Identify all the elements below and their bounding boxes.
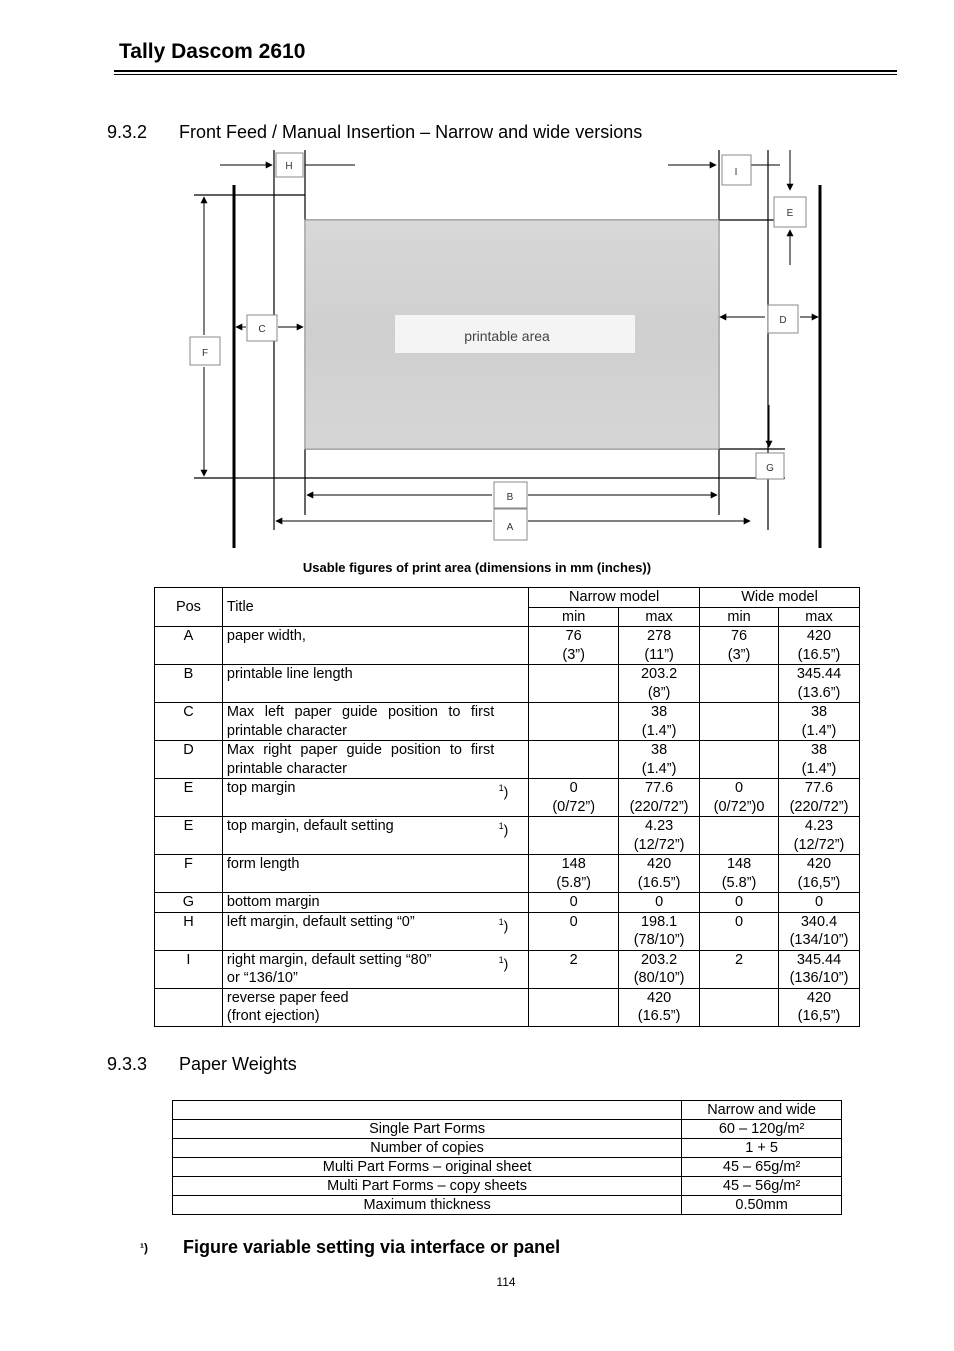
cell-wide-min — [700, 988, 779, 1026]
cell-narrow-max: 203.2 (80/10”) — [619, 950, 700, 988]
footnote-text: Figure variable setting via interface or panel — [183, 1237, 561, 1257]
label-i: I — [734, 167, 738, 178]
cell-wide-max: 77.6 (220/72”) — [779, 779, 860, 817]
table-row — [173, 1196, 842, 1215]
section-number: 9.3.3 — [107, 1054, 148, 1074]
table-row — [155, 741, 860, 779]
table-row — [155, 855, 860, 893]
cell-wide-min: 0 (0/72”)0 — [700, 779, 779, 817]
cell-pos: H — [155, 912, 223, 950]
header-rule — [114, 70, 897, 72]
cell-narrow-max: 77.6 (220/72”) — [619, 779, 700, 817]
cell-title: top margin $^1$) — [222, 779, 528, 817]
label-a: A — [506, 522, 514, 533]
cell-label: Maximum thickness — [173, 1196, 682, 1215]
cell-value: 0.50mm — [682, 1196, 842, 1215]
cell-wide-min: 148 (5.8”) — [700, 855, 779, 893]
cell-pos: D — [155, 741, 223, 779]
cell-pos: A — [155, 627, 223, 665]
cell-narrow-min: 2 — [529, 950, 619, 988]
cell-title: paper width, — [222, 627, 528, 665]
cell-narrow-min: 76 (3”) — [529, 627, 619, 665]
cell-narrow-min: 0 — [529, 912, 619, 950]
table-row — [173, 1120, 842, 1139]
cell-title: printable line length — [222, 665, 528, 703]
cell-title: form length — [222, 855, 528, 893]
table-row — [155, 703, 860, 741]
cell-narrow-max: 278 (11”) — [619, 627, 700, 665]
cell-label: Number of copies — [173, 1139, 682, 1158]
cell-narrow-max: 38 (1.4”) — [619, 703, 700, 741]
table-row — [155, 912, 860, 950]
cell-title: Max right paper guide position to first printable character — [222, 741, 528, 779]
cell-wide-min: 2 — [700, 950, 779, 988]
table-row — [155, 665, 860, 703]
page-number: 114 — [496, 1275, 516, 1289]
cell-wide-min: 0 — [700, 912, 779, 950]
section-number: 9.3.2 — [107, 122, 148, 142]
cell-narrow-min: 0 — [529, 893, 619, 913]
label-c: C — [258, 324, 266, 335]
table-row — [155, 950, 860, 988]
cell-narrow-max: 420 (16.5”) — [619, 988, 700, 1026]
cell-narrow-max: 4.23 (12/72”) — [619, 817, 700, 855]
footnote-reference: $^1$) — [498, 783, 509, 800]
table-row — [155, 893, 860, 913]
table-header-row — [173, 1101, 842, 1120]
cell-pos: E — [155, 817, 223, 855]
label-b: B — [506, 492, 514, 503]
cell-label: Multi Part Forms – copy sheets — [173, 1177, 682, 1196]
table-row — [155, 988, 860, 1026]
cell-wide-min — [700, 817, 779, 855]
label-f: F — [201, 348, 209, 359]
cell-narrow-max: 420 (16.5”) — [619, 855, 700, 893]
cell-label: Multi Part Forms – original sheet — [173, 1158, 682, 1177]
label-g: G — [766, 463, 774, 474]
cell-narrow-min — [529, 665, 619, 703]
label-h: H — [285, 161, 293, 172]
cell-narrow-min: 148 (5.8”) — [529, 855, 619, 893]
document-header-title: Tally Dascom 2610 — [119, 40, 306, 63]
cell-wide-min: 0 — [700, 893, 779, 913]
label-d: D — [779, 315, 787, 326]
cell-pos: I — [155, 950, 223, 988]
cell-title: Max left paper guide position to first printable character — [222, 703, 528, 741]
table-row — [155, 779, 860, 817]
footnote-reference: $^1$) — [498, 916, 509, 934]
cell-narrow-max: 198.1 (78/10”) — [619, 912, 700, 950]
cell-wide-max: 345.44 (136/10”) — [779, 950, 860, 988]
header-narrow-max: max — [619, 607, 700, 627]
cell-pos: B — [155, 665, 223, 703]
cell-pos: C — [155, 703, 223, 741]
footnote-marker: ¹) — [140, 1241, 148, 1255]
table-row — [173, 1139, 842, 1158]
print-area-dimensions-table — [154, 587, 860, 1027]
printable-area-label: printable area — [464, 328, 550, 344]
cell-wide-max: 340.4 (134/10”) — [779, 912, 860, 950]
cell-title: reverse paper feed (front ejection) — [222, 988, 528, 1026]
footnote-reference: $^1$) — [498, 954, 509, 972]
cell-pos — [155, 988, 223, 1026]
section-title: Front Feed / Manual Insertion – Narrow and wide versions — [179, 122, 643, 142]
table-row — [155, 627, 860, 665]
header-narrow-and-wide: Narrow and wide — [682, 1101, 842, 1120]
cell-value: 60 – 120g/m² — [682, 1120, 842, 1139]
paper-weights-table — [172, 1100, 842, 1215]
cell-narrow-min — [529, 703, 619, 741]
cell-wide-max: 0 — [779, 893, 860, 913]
footnote-reference: $^1$) — [498, 821, 509, 838]
cell-value: 1 + 5 — [682, 1139, 842, 1158]
section-title: Paper Weights — [179, 1054, 297, 1074]
cell-pos: E — [155, 779, 223, 817]
label-e: E — [786, 208, 794, 219]
cell-narrow-min — [529, 817, 619, 855]
cell-narrow-max: 38 (1.4”) — [619, 741, 700, 779]
header-narrow-min: min — [529, 607, 619, 627]
cell-pos: F — [155, 855, 223, 893]
cell-wide-max: 420 (16,5”) — [779, 988, 860, 1026]
cell-label: Single Part Forms — [173, 1120, 682, 1139]
cell-wide-min: 76 (3”) — [700, 627, 779, 665]
table-row — [173, 1158, 842, 1177]
cell-title: top margin, default setting $^1$) — [222, 817, 528, 855]
cell-title: right margin, default setting “80” or “136/10” $^1$) — [222, 950, 528, 988]
header-pos: Pos — [155, 588, 223, 627]
cell-narrow-max: 203.2 (8”) — [619, 665, 700, 703]
cell-wide-max: 345.44 (13.6”) — [779, 665, 860, 703]
cell-narrow-min — [529, 741, 619, 779]
header-wide-max: max — [779, 607, 860, 627]
cell-narrow-min: 0 (0/72”) — [529, 779, 619, 817]
cell-wide-max: 38 (1.4”) — [779, 703, 860, 741]
cell-value: 45 – 56g/m² — [682, 1177, 842, 1196]
print-area-diagram — [180, 145, 830, 555]
header-title: Title — [222, 588, 528, 627]
cell-value: 45 – 65g/m² — [682, 1158, 842, 1177]
cell-narrow-max: 0 — [619, 893, 700, 913]
header-wide-min: min — [700, 607, 779, 627]
cell-wide-max: 4.23 (12/72”) — [779, 817, 860, 855]
header-rule-thin — [114, 74, 897, 75]
cell-wide-min — [700, 703, 779, 741]
header-empty — [173, 1101, 682, 1120]
table-row — [173, 1177, 842, 1196]
cell-wide-min — [700, 741, 779, 779]
header-narrow-model: Narrow model — [529, 588, 700, 608]
cell-title: left margin, default setting “0” $^1$) — [222, 912, 528, 950]
header-wide-model: Wide model — [700, 588, 860, 608]
cell-wide-max: 420 (16.5”) — [779, 627, 860, 665]
cell-title: bottom margin — [222, 893, 528, 913]
table-row — [155, 817, 860, 855]
cell-wide-max: 38 (1.4”) — [779, 741, 860, 779]
cell-narrow-min — [529, 988, 619, 1026]
cell-wide-max: 420 (16,5”) — [779, 855, 860, 893]
cell-pos: G — [155, 893, 223, 913]
table-header-row — [155, 588, 860, 608]
cell-wide-min — [700, 665, 779, 703]
diagram-caption: Usable figures of print area (dimensions in mm (inches)) — [302, 560, 652, 575]
